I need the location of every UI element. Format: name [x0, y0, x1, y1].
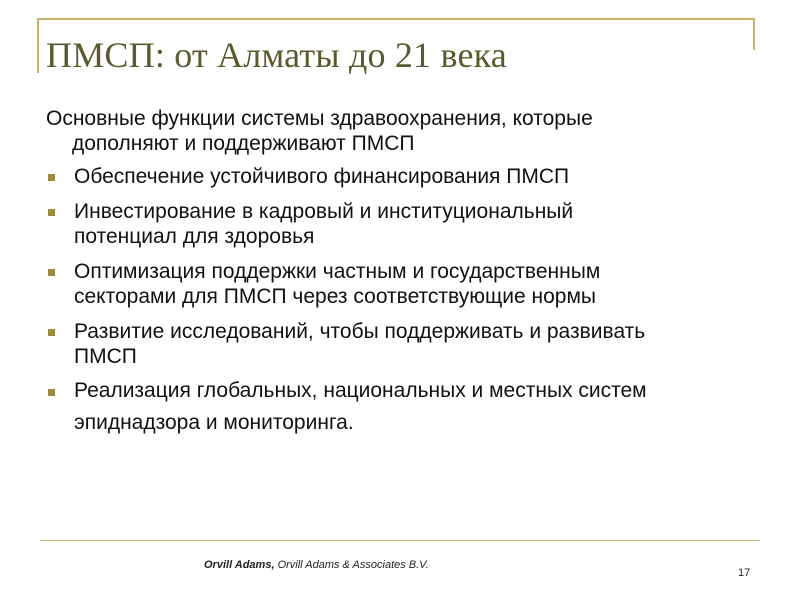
bullet-text-continued: ПМСП	[74, 345, 137, 368]
lead-line-2: дополняют и поддерживают ПМСП	[72, 132, 415, 155]
bullet-text: Оптимизация поддержки частным и государственным	[74, 260, 601, 283]
footer-organization: Orvill Adams & Associates B.V.	[274, 559, 429, 571]
bullet-text-continued: эпиднадзора и мониторинга.	[74, 411, 354, 434]
page-number: 17	[738, 567, 751, 579]
bullet-text: Реализация глобальных, национальных и местных систем	[74, 379, 647, 402]
lead-line-1: Основные функции системы здравоохранения, которые	[46, 107, 593, 130]
bullet-text: Развитие исследований, чтобы поддерживать и развивать	[74, 320, 646, 343]
footer-credit	[204, 559, 429, 571]
footer-rule	[40, 540, 760, 541]
bullet-text-continued: потенциал для здоровья	[74, 225, 315, 248]
bullet-text: Инвестирование в кадровый и институциональный	[74, 200, 574, 223]
bullet-text-continued: секторами для ПМСП через соответствующие нормы	[74, 285, 597, 308]
bullet-item	[46, 319, 746, 369]
square-bullet-icon	[48, 269, 55, 276]
lead-paragraph	[46, 106, 746, 156]
bullet-list	[46, 164, 746, 439]
slide-title: ПМСП: от Алматы до 21 века	[46, 35, 507, 75]
footer-author: Orvill Adams,	[204, 559, 275, 571]
right-rule	[753, 18, 755, 50]
slide-content	[46, 106, 746, 449]
bullet-text: Обеспечение устойчивого финансирования ПМСП	[74, 165, 570, 188]
top-rule	[37, 18, 755, 20]
square-bullet-icon	[48, 329, 55, 336]
square-bullet-icon	[48, 389, 55, 396]
bullet-item	[46, 164, 746, 189]
bullet-item	[46, 259, 746, 309]
square-bullet-icon	[48, 209, 55, 216]
bullet-item	[46, 199, 746, 249]
bullet-item	[46, 375, 746, 439]
square-bullet-icon	[48, 174, 55, 181]
left-rule	[37, 18, 39, 73]
